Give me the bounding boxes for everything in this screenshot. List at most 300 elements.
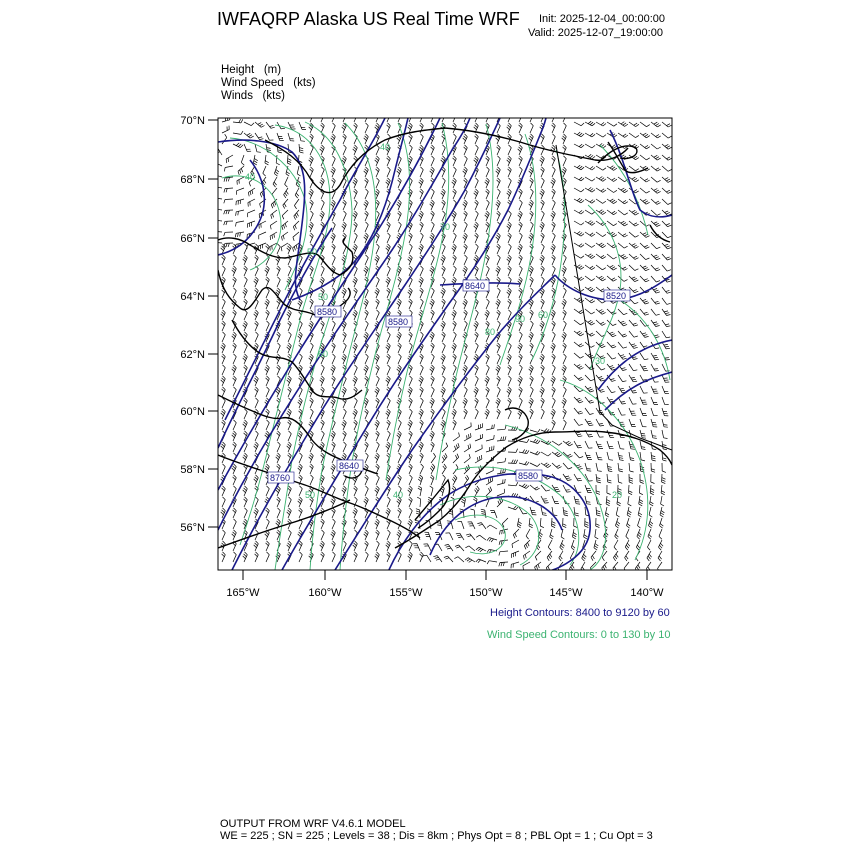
wind-barb <box>485 376 490 386</box>
wind-barb <box>497 288 500 298</box>
wind-barb <box>222 255 226 265</box>
wind-barb <box>497 409 501 419</box>
wind-barb <box>662 463 666 472</box>
wind-barb <box>629 177 639 182</box>
wind-barb <box>420 134 423 144</box>
wind-barb <box>563 310 567 320</box>
wind-barb <box>409 541 412 551</box>
wind-barb <box>277 431 281 441</box>
wind-barb <box>596 188 606 192</box>
wind-barb <box>442 365 446 375</box>
wind-barb <box>387 167 390 177</box>
wind-barb <box>354 288 358 298</box>
wind-barb <box>540 321 545 331</box>
wind-barb <box>541 409 544 419</box>
wind-barb <box>591 551 596 561</box>
wind-barb <box>474 387 479 397</box>
wind-barb <box>310 310 313 320</box>
wind-barb <box>266 376 270 386</box>
lon-label-165: 165°W <box>226 587 260 599</box>
wind-barb <box>640 155 650 160</box>
wind-barb <box>409 233 413 243</box>
wind-barb <box>585 463 591 471</box>
wind-barb <box>508 398 512 408</box>
wind-barb <box>386 541 391 551</box>
wind-barb <box>497 354 500 364</box>
wind-barb <box>552 233 555 243</box>
wind-barb <box>409 409 412 419</box>
wind-barb <box>375 420 380 430</box>
wind-barb <box>508 167 512 177</box>
wind-barb <box>424 544 432 551</box>
wind-barb <box>473 497 477 507</box>
wind-barb <box>263 166 266 176</box>
wind-barb <box>353 211 358 221</box>
wind-barb <box>375 354 380 364</box>
wind-barb <box>596 122 606 126</box>
wind-barb <box>375 453 380 463</box>
wind-barb <box>508 482 518 486</box>
wind-barb <box>222 116 230 122</box>
wind-barb <box>551 244 556 254</box>
wind-barb <box>222 299 225 309</box>
wind-barb <box>585 187 595 192</box>
wind-barb <box>287 376 292 386</box>
wind-barb <box>651 199 661 204</box>
wind-barb <box>266 508 270 518</box>
wind-barb <box>551 310 556 320</box>
wind-barb <box>364 365 369 375</box>
wind-barb <box>420 453 424 463</box>
wind-barb <box>387 332 390 342</box>
wind-barb <box>321 530 324 540</box>
wind-barb <box>364 233 369 243</box>
wind-barb <box>552 420 556 430</box>
wind-barb <box>332 321 335 331</box>
model-footer-line2: WE = 225 ; SN = 225 ; Levels = 38 ; Dis = 8km ; Phys Opt = 8 ; PBL Opt = 1 ; Cu Opt = 3 <box>220 830 653 842</box>
wind-barb <box>277 266 281 276</box>
wind-label: 40 <box>245 172 256 182</box>
wind-barb <box>497 489 504 496</box>
wind-barb <box>497 178 501 188</box>
wind-barb <box>420 288 424 298</box>
wind-barb <box>497 479 505 485</box>
wind-barb <box>343 442 346 452</box>
wind-barb <box>398 277 402 287</box>
wind-barb <box>387 552 391 562</box>
wind-barb <box>430 486 433 496</box>
wind-barb <box>497 343 501 353</box>
wind-barb <box>508 365 512 375</box>
wind-barb <box>529 266 534 276</box>
wind-barb <box>651 353 659 360</box>
wind-barb <box>309 222 314 232</box>
wind-barb <box>386 178 391 188</box>
wind-barb <box>287 442 292 452</box>
wind-barb <box>255 387 259 397</box>
wind-barb <box>463 134 468 144</box>
wind-barb <box>640 133 650 138</box>
wind-barb <box>640 298 649 304</box>
wind-barb <box>453 134 456 144</box>
wind-barb <box>419 178 424 188</box>
wind-barb <box>574 452 583 458</box>
wind-barb <box>387 398 390 408</box>
wind-barb <box>551 376 556 386</box>
wind-barb <box>475 200 479 210</box>
wind-barb <box>236 210 244 216</box>
wind-barb <box>309 453 314 463</box>
wind-barb <box>497 458 506 463</box>
wind-barb <box>409 145 412 155</box>
wind-barb <box>662 122 672 127</box>
wind-barb <box>398 112 402 122</box>
wind-barb <box>431 409 435 419</box>
wind-barb <box>376 244 379 254</box>
wind-barb <box>486 266 489 276</box>
wind-barb <box>540 387 545 397</box>
wind-barb <box>342 288 347 298</box>
wind-barb <box>387 123 391 133</box>
wind-barb <box>365 310 369 320</box>
wind-barb <box>288 530 291 540</box>
wind-barb <box>232 266 237 276</box>
wind-barb <box>640 408 647 416</box>
wind-barb <box>486 354 490 364</box>
wind-barb <box>497 255 500 265</box>
wind-barb <box>266 321 269 331</box>
wind-barb <box>541 134 545 144</box>
wind-barb <box>332 552 335 562</box>
wind-barb <box>398 475 402 485</box>
wind-label: 50 <box>305 490 316 500</box>
wind-barb <box>365 178 369 188</box>
wind-barb <box>409 244 412 254</box>
wind-barb <box>596 419 604 426</box>
wind-barb <box>574 441 582 448</box>
wind-barb <box>431 112 435 122</box>
wind-barb <box>452 343 457 353</box>
wind-barb <box>310 475 313 485</box>
height-label: 8520 <box>606 291 627 301</box>
wind-barb <box>585 243 595 247</box>
wind-barb <box>332 222 335 232</box>
wind-barb <box>452 277 457 287</box>
wind-barb <box>585 342 595 347</box>
wind-barb <box>431 442 435 452</box>
wind-barb <box>486 167 489 177</box>
wind-barb <box>255 398 258 408</box>
wind-barb <box>343 431 347 441</box>
wind-barb <box>508 178 511 188</box>
wind-barb <box>607 397 615 404</box>
wind-barb <box>441 354 446 364</box>
wind-barb <box>409 475 412 485</box>
wind-barb <box>496 167 501 177</box>
wind-barb <box>375 156 380 166</box>
wind-barb <box>629 331 638 337</box>
wind-barb <box>476 535 486 540</box>
wind-barb <box>255 122 265 127</box>
wind-barb <box>629 375 637 382</box>
lon-tick-labels <box>226 587 664 599</box>
wind-barb <box>618 122 628 127</box>
wind-barb <box>387 200 390 210</box>
wind-barb <box>419 442 424 452</box>
wind-barb <box>465 558 475 563</box>
wind-barb <box>233 310 237 320</box>
wind-barb <box>486 446 494 452</box>
wind-barb <box>585 177 595 181</box>
wind-barb <box>638 518 641 528</box>
wind-barb <box>287 508 292 518</box>
wind-barb <box>618 331 627 337</box>
wind-barb <box>233 343 237 353</box>
wind-barb <box>662 320 670 327</box>
wind-barb <box>463 299 468 309</box>
wind-barb <box>585 133 595 137</box>
wind-barb <box>541 112 544 122</box>
wind-barb <box>651 419 657 427</box>
wind-barb <box>618 342 627 348</box>
wind-barb <box>321 167 324 177</box>
wind-barb <box>640 386 648 393</box>
wind-barb <box>398 387 401 397</box>
height-contour-legend: Height Contours: 8400 to 9120 by 60 <box>490 607 670 619</box>
wind-barb <box>222 552 226 562</box>
wind-barb <box>651 221 660 227</box>
wind-barb <box>454 557 464 562</box>
wind-barb <box>364 134 369 144</box>
wind-barb <box>607 166 617 171</box>
wind-barb <box>353 244 358 254</box>
wind-barb <box>332 112 336 122</box>
wind-barb <box>560 540 565 550</box>
wind-barb <box>309 156 314 166</box>
wind-barb <box>485 409 490 419</box>
wind-barb <box>331 233 336 243</box>
wind-barb <box>420 266 423 276</box>
wind-barb <box>233 354 236 364</box>
wind-barb <box>397 299 402 309</box>
wind-barb <box>541 485 550 491</box>
wind-barb <box>233 288 236 298</box>
wind-barb <box>431 211 435 221</box>
wind-barb <box>375 387 380 397</box>
wind-barb <box>221 343 226 353</box>
wind-barb <box>266 519 269 529</box>
wind-barb <box>266 244 270 254</box>
wind-barb <box>299 453 302 463</box>
wind-barb <box>530 211 534 221</box>
wind-barb <box>618 199 628 204</box>
wind-barb <box>442 211 445 221</box>
lat-label-60: 60°N <box>180 406 205 418</box>
wind-barb <box>596 375 605 381</box>
wind-barb <box>409 299 413 309</box>
wind-barb <box>507 156 512 166</box>
wind-barb <box>572 529 576 539</box>
wind-barb <box>497 244 501 254</box>
wind-barb <box>475 376 478 386</box>
wind-barb <box>541 452 551 456</box>
wind-barb <box>508 506 518 510</box>
wind-barb <box>563 112 567 122</box>
wind-barb <box>524 540 530 549</box>
wind-barb <box>320 211 325 221</box>
wind-barb <box>552 518 556 528</box>
wind-barb <box>625 540 630 550</box>
wind-barb <box>640 397 647 404</box>
wind-barb <box>419 112 424 122</box>
wind-barb <box>647 551 652 561</box>
wind-barb <box>212 231 222 235</box>
wind-barb <box>464 310 468 320</box>
wind-barb <box>485 178 490 188</box>
wind-barb <box>398 244 402 254</box>
wind-barb <box>452 409 457 419</box>
wind-barb <box>233 442 237 452</box>
wind-barb <box>662 199 671 205</box>
wind-barb <box>375 552 380 562</box>
wind-label: 90 <box>515 314 526 324</box>
wind-barb <box>497 387 500 397</box>
wind-barb <box>662 331 670 338</box>
wind-barb <box>629 474 633 483</box>
wind-barb <box>259 221 266 229</box>
wind-barb <box>321 552 325 562</box>
wind-barb <box>331 398 336 408</box>
wind-label: 60 <box>538 310 549 320</box>
wind-barb <box>277 332 281 342</box>
wind-barb <box>353 508 358 518</box>
wind-barb <box>244 508 247 518</box>
wind-barb <box>320 178 325 188</box>
wind-barb <box>398 508 402 518</box>
wind-barb <box>561 529 564 539</box>
wind-barb <box>640 188 650 193</box>
wind-barb <box>464 145 468 155</box>
wind-barb <box>463 398 468 408</box>
wind-barb <box>376 530 380 540</box>
wind-barb <box>212 242 222 246</box>
wind-barb <box>508 112 511 122</box>
wind-barb <box>529 200 534 210</box>
wind-barb <box>607 320 616 326</box>
wind-barb <box>321 123 325 133</box>
wind-barb <box>442 299 446 309</box>
wind-barb <box>343 112 346 122</box>
wind-barb <box>551 409 556 419</box>
wind-barb <box>288 387 292 397</box>
wind-barb <box>508 310 511 320</box>
wind-barb <box>529 233 534 243</box>
wind-barb <box>233 519 236 529</box>
wind-barb <box>442 244 445 254</box>
wind-barb <box>222 365 225 375</box>
wind-barb <box>397 200 402 210</box>
wind-barb <box>662 155 672 160</box>
wind-barb <box>420 167 423 177</box>
wind-barb <box>541 178 544 188</box>
wind-barb <box>222 134 227 144</box>
lat-label-62: 62°N <box>180 349 205 361</box>
wind-barb <box>420 552 424 562</box>
wind-barb <box>420 299 423 309</box>
wind-barb <box>585 265 595 270</box>
wind-barb <box>442 200 446 210</box>
wind-barb <box>283 199 288 209</box>
wind-barb <box>662 309 671 316</box>
wind-barb <box>508 244 511 254</box>
wind-barb <box>420 189 424 199</box>
wind-barb <box>332 376 336 386</box>
wind-barb <box>508 211 511 221</box>
wind-barb <box>354 552 358 562</box>
wind-barb <box>321 200 324 210</box>
wind-barb <box>618 188 628 193</box>
wind-barb <box>475 398 479 408</box>
wind-barb <box>277 343 280 353</box>
wind-barb <box>497 145 501 155</box>
wind-barb <box>453 189 457 199</box>
wind-barb <box>387 431 390 441</box>
wind-barb <box>442 343 445 353</box>
wind-barb <box>651 408 658 416</box>
wind-barb <box>236 221 245 227</box>
wind-barb <box>629 485 633 495</box>
wind-barb <box>287 310 292 320</box>
wind-barb <box>409 376 412 386</box>
wind-barb <box>332 178 336 188</box>
wind-barb <box>365 442 369 452</box>
wind-barb <box>519 200 522 210</box>
wind-barb <box>517 518 521 528</box>
wind-barb <box>519 167 522 177</box>
wind-barb <box>490 511 497 519</box>
wind-barb <box>499 562 508 566</box>
wind-barb <box>563 354 566 364</box>
wind-barb <box>649 518 653 528</box>
wind-barb <box>629 133 639 138</box>
wind-barb <box>431 156 434 166</box>
wind-barb <box>354 222 358 232</box>
wind-barb <box>535 551 541 560</box>
wind-barb <box>540 222 545 232</box>
wind-barb <box>651 309 660 315</box>
wind-barb <box>519 189 523 199</box>
wind-barb <box>320 541 325 551</box>
wind-barb <box>456 533 464 540</box>
wind-barb <box>607 188 617 193</box>
wind-barb <box>430 398 435 408</box>
wind-barb <box>331 431 336 441</box>
wind-barb <box>562 167 567 177</box>
wind-barb <box>650 485 654 495</box>
wind-barb <box>618 452 624 461</box>
wind-barb <box>475 343 478 353</box>
wind-barb <box>629 287 638 293</box>
wind-barb <box>540 255 545 265</box>
wind-barb <box>585 232 595 236</box>
wind-barb <box>233 420 236 430</box>
wind-barb <box>442 178 445 188</box>
wind-barb <box>662 474 666 484</box>
wind-barb <box>365 453 368 463</box>
wind-barb <box>332 486 335 496</box>
wind-barb <box>248 188 255 196</box>
wind-barb <box>629 320 638 326</box>
